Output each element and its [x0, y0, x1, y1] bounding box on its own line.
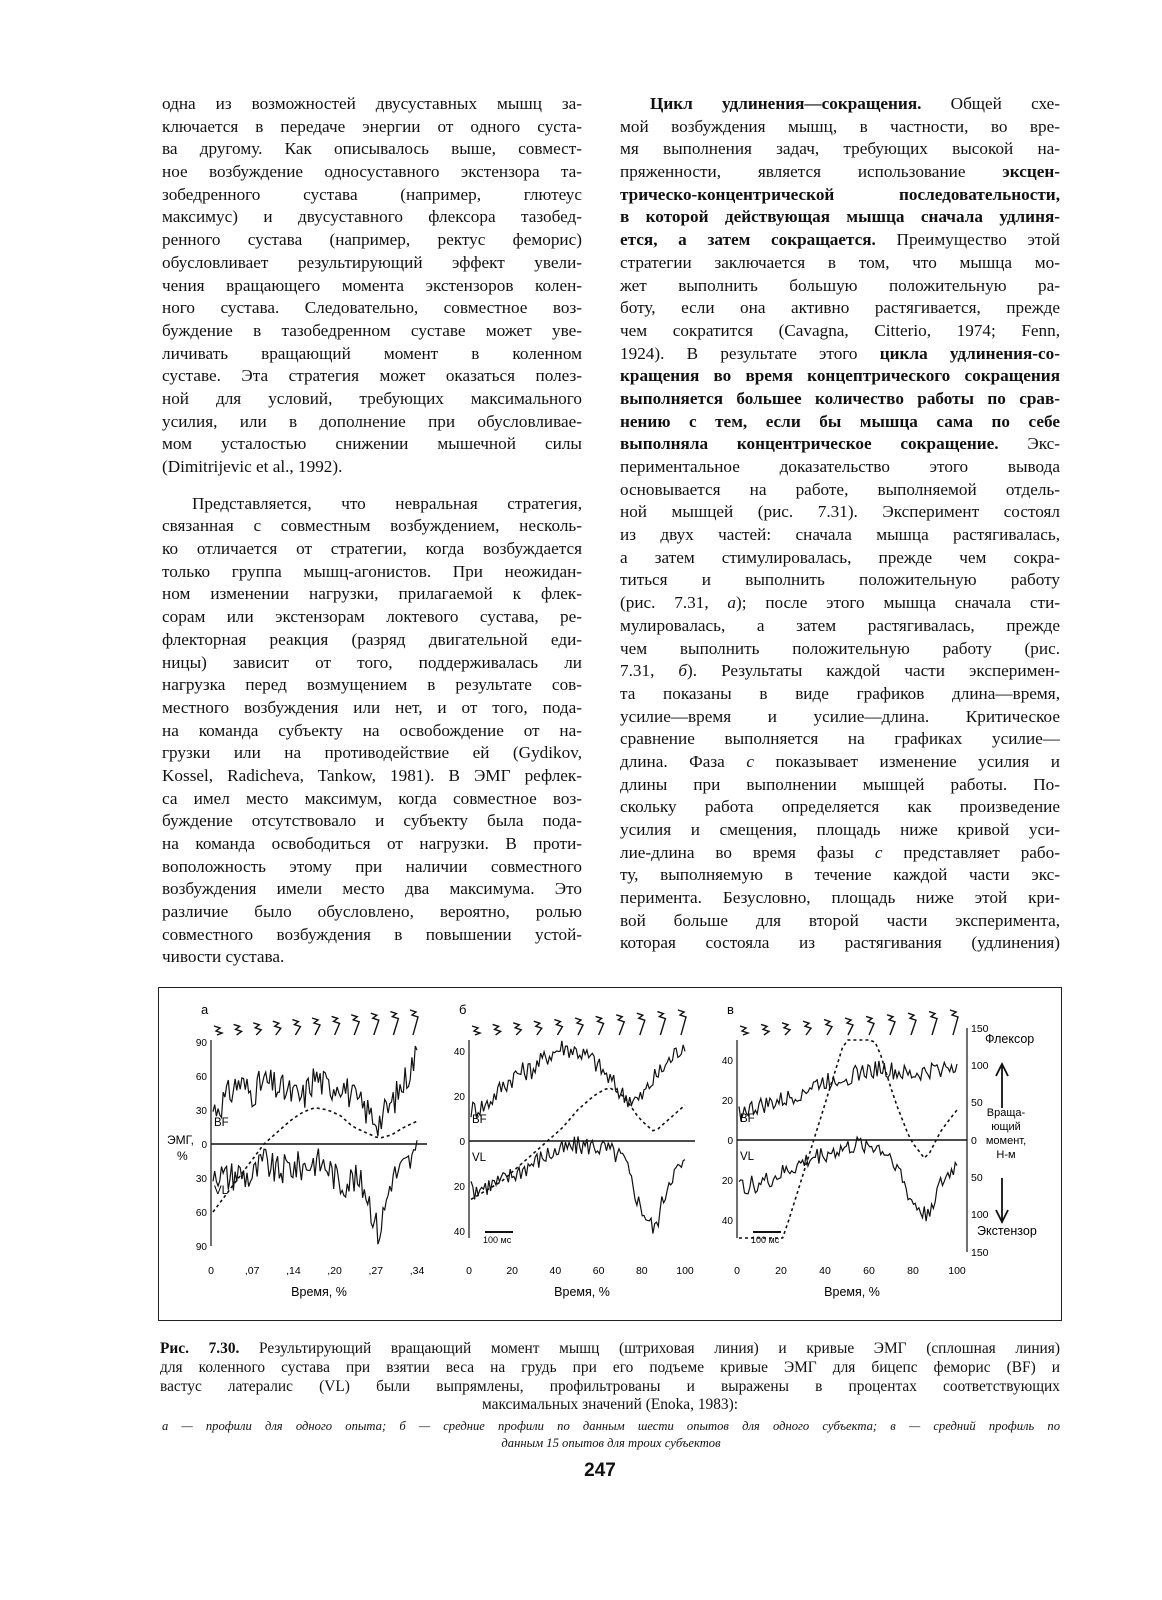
y-tick-label: 30 — [195, 1174, 207, 1185]
text-line: ного сустава. Следовательно, совместное воз- — [162, 298, 582, 318]
torque-axis-label: момент, — [985, 1135, 1027, 1147]
text-run: ется, а затем сокращается. — [620, 230, 876, 250]
y-tick-label: 60 — [195, 1208, 207, 1219]
x-tick-label: 0 — [466, 1265, 472, 1277]
right-tick-label: 150 — [971, 1247, 989, 1259]
text-line: Kossel, Radicheva, Tankow, 1981). В ЭМГ рефлек- — [162, 765, 582, 785]
text-line: только группа мышц-агонистов. При неожидан- — [162, 561, 582, 581]
text-run: (рис. 7.31, — [620, 593, 728, 613]
series-label-vl: VL — [472, 1152, 487, 1164]
text-run: периментальное доказательство этого вывода — [620, 457, 1060, 476]
torque-axis-label: Н-м — [996, 1149, 1016, 1161]
text-line — [620, 229, 1060, 252]
y-tick-label: 30 — [195, 1106, 207, 1117]
emg-chart-figure — [159, 988, 1061, 1320]
text-line — [620, 365, 1060, 388]
emg-line-vl — [471, 1136, 685, 1233]
stimulus-mark — [534, 1021, 542, 1035]
text-line: усилия, или в дополнение при обусловливае- — [162, 411, 582, 431]
x-tick-label: 60 — [863, 1265, 875, 1277]
text-line — [620, 479, 1060, 502]
text-line — [620, 887, 1060, 910]
y-tick-label: 40 — [721, 1216, 733, 1227]
text-run: длины при выполнении мышцей работы. По- — [620, 774, 1060, 794]
x-tick-label: 60 — [592, 1265, 605, 1277]
text-run: Преимущество этой — [875, 230, 1060, 250]
text-line — [620, 819, 1060, 842]
text-line — [620, 252, 1060, 275]
scale-bar-label: 100 мс — [751, 1235, 780, 1245]
series-label-vl: VL — [214, 1185, 229, 1197]
text-line — [620, 615, 1060, 638]
text-line — [620, 774, 1060, 797]
text-line — [620, 275, 1060, 298]
text-line — [160, 1340, 1060, 1359]
text-run: сравнение выполняется на графиках усилие— — [620, 729, 1060, 749]
text-line — [620, 206, 1060, 229]
text-line: ключается в передаче энергии от одного суста- — [162, 116, 582, 136]
text-line: са имел место максимум, когда совместное воз- — [162, 788, 582, 808]
text-line: на команда освободиться от нагрузки. В проти- — [162, 834, 582, 853]
x-tick-label: 40 — [819, 1265, 831, 1277]
text-run: выполняется большее количество работы по срав- — [620, 388, 1060, 408]
stimulus-mark — [845, 1018, 853, 1035]
text-line — [620, 388, 1060, 411]
text-line — [620, 547, 1060, 570]
text-line: возбуждения имели место два максимума. Это — [162, 879, 582, 899]
text-run: перимента. Безусловно, площадь ниже этой кри- — [620, 888, 1060, 908]
arrow-down-icon — [996, 1178, 1008, 1222]
right-text-column — [620, 93, 1060, 955]
text-line — [620, 728, 1060, 751]
y-tick-label: 90 — [195, 1242, 207, 1253]
text-line: Представляется, что невральная стратегия, — [192, 493, 582, 513]
text-run: из двух частей: сначала мышца растягивалась, — [620, 525, 1060, 545]
right-tick-label: 50 — [971, 1172, 983, 1184]
text-line: грузки или на противодействие ей (Gydikov, — [162, 743, 582, 763]
text-run: чем сократится (Cavagna, Citterio, 1974; Fenn, — [620, 320, 1060, 340]
text-run: мулировалась, а затем растягивалась, прежде — [620, 615, 1060, 635]
text-line — [620, 411, 1060, 434]
text-line — [620, 456, 1060, 479]
text-run: ной мышцей (рис. 7.31). Эксперимент состоял — [620, 502, 1060, 522]
arrow-up-icon — [996, 1064, 1008, 1108]
text-line — [620, 932, 1060, 955]
text-run: трическо-концентрической последовательности, — [620, 184, 1060, 204]
text-line: (Dimitrijevic et al., 1992). — [162, 457, 343, 476]
text-run: Общей схе- — [921, 94, 1061, 113]
emg-axis-unit: % — [177, 1149, 188, 1163]
x-tick-label: ,07 — [244, 1265, 260, 1277]
text-run: лие-длина во время фазы — [620, 842, 875, 862]
stimulus-mark — [887, 1015, 895, 1035]
text-line — [620, 683, 1060, 706]
text-line — [162, 1418, 1060, 1435]
text-run: б — [678, 661, 688, 681]
text-line: ренного сустава (например, ректус феморис) — [162, 230, 582, 250]
figure-7-30 — [158, 987, 1062, 1321]
text-line: мом усталостью снижении мышечной силы — [162, 434, 582, 454]
y-tick-label: 40 — [453, 1226, 465, 1238]
torque-dashed-line — [213, 1108, 417, 1212]
text-line: максимус) и двусуставного флексора тазобед- — [162, 207, 582, 227]
text-line: чения вращающего момента экстензоров колен- — [162, 275, 582, 295]
y-tick-label: 20 — [453, 1092, 465, 1104]
text-run: Рис. 7.30. — [160, 1340, 240, 1357]
text-line: буждение отсутствовало и субъекту была пода- — [162, 811, 582, 831]
text-run: а затем стимулировалась, прежде чем сокра- — [620, 547, 1060, 567]
stimulus-mark — [637, 1013, 645, 1035]
series-label-bf: BF — [472, 1114, 487, 1126]
panel-2 — [454, 1002, 695, 1299]
text-line: зобедренного сустава (например, глютеус — [162, 184, 582, 204]
stimulus-mark — [332, 1016, 340, 1035]
y-tick-label: 20 — [453, 1181, 465, 1193]
text-line — [620, 184, 1060, 207]
text-line — [620, 93, 1060, 116]
text-line: ной для условий, требующих максимального — [162, 388, 582, 408]
text-line: ва другому. Как описывалось выше, совмест- — [162, 139, 582, 159]
x-tick-label: 80 — [635, 1265, 648, 1277]
text-run: Результирующий вращающий момент мышц (штриховая линия) и кривые ЭМГ (сплошная линия) — [239, 1340, 1060, 1357]
text-run: вастус латералис (VL) были выпрямлены, профильтрованы и выражены в процентах соответствующих — [160, 1377, 1060, 1395]
text-run: нению с тем, если бы мышца сама по себе — [620, 411, 1060, 431]
text-line: различие было обусловлено, вероятно, ролью — [162, 902, 582, 922]
stimulus-mark — [554, 1020, 562, 1035]
text-line: ном изменении нагрузки, прилагаемой к флек- — [162, 584, 582, 604]
stimulus-mark — [824, 1020, 832, 1035]
text-run: цикла удлинения-со- — [879, 343, 1060, 363]
right-tick-label: 0 — [971, 1135, 977, 1147]
panel-label: б — [459, 1002, 467, 1017]
text-run: с — [746, 751, 754, 771]
stimulus-mark — [371, 1013, 379, 1035]
text-line: ницы) зависит от того, поддерживалась ли — [162, 652, 582, 672]
x-axis-label: Время, % — [291, 1285, 347, 1299]
emg-axis-label: ЭМГ, — [167, 1133, 194, 1147]
stimulus-mark — [253, 1023, 261, 1035]
stimulus-mark — [513, 1023, 521, 1035]
text-run: для коленного сустава при взятии веса на грудь при его подъеме кривые ЭМГ для бицепс феморис (BF) и — [160, 1358, 1060, 1376]
panel-label: а — [201, 1002, 209, 1017]
right-tick-label: 100 — [971, 1060, 989, 1072]
stimulus-mark — [234, 1024, 242, 1035]
figure-caption-subnote — [162, 1418, 1060, 1452]
panel-3 — [722, 1002, 967, 1299]
text-line: личивать вращающий момент в коленном — [162, 343, 582, 363]
text-line: на команда субъекту на освобождение от на- — [162, 720, 582, 740]
text-run: ту, выполняемую в течение каждой части экс- — [620, 865, 1060, 885]
text-line — [620, 501, 1060, 524]
text-line: буждение в тазобедренном суставе может уве- — [162, 320, 582, 340]
right-tick-label: 50 — [971, 1097, 983, 1109]
text-line — [620, 138, 1060, 161]
text-line — [620, 569, 1060, 592]
text-line: сорам или экстензорам локтевого сустава, ре- — [162, 607, 582, 627]
stimulus-mark — [929, 1012, 937, 1035]
text-run: мой возбуждения мышц, в частности, во вре- — [620, 116, 1060, 136]
text-run: выполняла концентрическое сокращение. — [620, 434, 999, 454]
torque-dashed-line — [471, 1088, 685, 1199]
paragraph-gap — [162, 479, 582, 493]
stimulus-mark — [390, 1012, 398, 1035]
extensor-label: Экстензор — [977, 1224, 1037, 1238]
text-line — [620, 796, 1060, 819]
text-run: боту, если она активно растягивается, прежде — [620, 298, 1060, 318]
stimulus-mark — [782, 1023, 790, 1035]
text-line — [160, 1359, 1060, 1378]
x-tick-label: ,27 — [368, 1265, 384, 1277]
text-run: 1924). В результате этого — [620, 343, 880, 363]
y-tick-label: 20 — [721, 1176, 733, 1187]
x-tick-label: 0 — [208, 1265, 214, 1277]
x-tick-label: 100 — [676, 1265, 694, 1277]
text-line — [620, 706, 1060, 729]
y-tick-label: 0 — [201, 1140, 207, 1151]
x-tick-label: 0 — [734, 1265, 740, 1277]
scale-bar-label: 100 мс — [483, 1235, 512, 1245]
text-line — [160, 1378, 1060, 1397]
text-run: — профили для одного опыта; — [168, 1419, 400, 1433]
text-run: с — [874, 842, 883, 862]
stimulus-mark — [493, 1024, 501, 1035]
stimulus-mark — [472, 1026, 480, 1035]
emg-line-bf — [213, 1046, 417, 1136]
text-line — [620, 660, 1060, 683]
flexor-label: Флексор — [985, 1032, 1035, 1046]
text-run: данным 15 опытов для троих субъектов — [501, 1436, 721, 1450]
text-run: а — [162, 1419, 169, 1433]
y-tick-label: 20 — [721, 1096, 733, 1107]
text-run: чем выполнить положительную работу (рис. — [620, 638, 1060, 658]
text-line — [620, 842, 1060, 865]
stimulus-mark — [575, 1018, 583, 1035]
panel-label: в — [727, 1002, 734, 1017]
text-line — [620, 343, 1060, 366]
text-run: Цикл удлинения—сокращения. — [650, 94, 922, 113]
stimulus-mark — [657, 1012, 665, 1035]
x-tick-label: 20 — [775, 1265, 787, 1277]
x-tick-label: ,34 — [409, 1265, 425, 1277]
text-run: которая состояла из растягивания (удлинения) — [620, 933, 1060, 953]
text-line: связанная с совместным возбуждением, несколь- — [162, 516, 582, 536]
stimulus-mark — [273, 1021, 281, 1035]
text-line: воположность этому при наличии совместного — [162, 856, 582, 876]
text-line: совместного возбуждения в повышении устой- — [162, 924, 582, 944]
text-run: пряженности, является использование — [620, 162, 1003, 182]
text-run: ). Результаты каждой части эксперимен- — [687, 661, 1060, 681]
right-tick-label: 100 — [971, 1209, 989, 1221]
text-line: чивости сустава. — [162, 947, 285, 967]
text-run: жет выполнить большую положительную ра- — [620, 275, 1060, 295]
text-line — [620, 864, 1060, 887]
text-run: скольку работа определяется как произведение — [620, 797, 1060, 817]
text-run: основывается на работе, выполняемой отдель- — [620, 479, 1060, 499]
text-line — [620, 910, 1060, 933]
text-run: б — [399, 1419, 406, 1433]
text-line — [620, 751, 1060, 774]
series-label-bf: BF — [740, 1113, 755, 1125]
text-run: эксцен- — [1002, 162, 1060, 182]
torque-axis-label: ющий — [991, 1121, 1021, 1133]
text-line — [162, 1435, 1060, 1452]
emg-line-bf — [471, 1041, 685, 1117]
text-run: — средний профиль по — [895, 1419, 1060, 1433]
text-run: — средние профили по данным шести опытов для одного субъекта; — [405, 1419, 891, 1433]
text-line — [160, 1396, 1060, 1415]
stimulus-mark — [312, 1018, 320, 1035]
stimulus-mark — [950, 1010, 958, 1035]
text-line — [620, 592, 1060, 615]
text-run: усилие—время и усилие—длина. Критическое — [620, 706, 1060, 726]
stimulus-mark — [292, 1020, 300, 1035]
text-line — [620, 320, 1060, 343]
text-line — [620, 638, 1060, 661]
x-tick-label: 100 — [948, 1265, 966, 1277]
y-tick-label: 90 — [195, 1038, 207, 1049]
series-label-vl: VL — [740, 1151, 755, 1163]
page-number: 247 — [584, 1460, 616, 1481]
text-run: титься и выполнить положительную работу — [620, 570, 1060, 590]
panel-1 — [196, 1002, 427, 1299]
text-line: местного возбуждения или нет, и от того, пода- — [162, 697, 582, 717]
text-run: длина. Фаза — [620, 751, 747, 771]
text-run: показывает изменение усилия и — [753, 751, 1060, 771]
text-line — [620, 161, 1060, 184]
stimulus-mark — [678, 1010, 686, 1035]
text-line: нагрузка перед возмущением в результате сов- — [162, 675, 582, 695]
text-run: усилия и смещения, площадь ниже кривой уси- — [620, 820, 1060, 839]
x-tick-label: 40 — [549, 1265, 562, 1277]
text-run: представляет рабо- — [882, 842, 1060, 862]
text-run: 7.31, — [620, 661, 679, 681]
emg-line-vl — [213, 1140, 417, 1244]
text-run: стратегии заключается в том, что мышца мо- — [620, 252, 1060, 272]
text-run: ); после этого мышца сначала сти- — [736, 593, 1060, 613]
stimulus-mark — [596, 1016, 604, 1035]
figure-caption — [160, 1340, 1060, 1415]
text-run: в которой действующая мышца сначала удлиня- — [620, 207, 1060, 227]
x-tick-label: 80 — [907, 1265, 919, 1277]
stimulus-mark — [803, 1021, 811, 1035]
emg-line-bf — [739, 1061, 957, 1120]
text-run: вой больше для второй части эксперимента, — [620, 910, 1060, 930]
y-tick-label: 40 — [721, 1056, 733, 1067]
stimulus-mark — [214, 1026, 222, 1035]
text-line: ко отличается от стратегии, когда возбуждается — [162, 539, 582, 559]
text-line: ное возбуждение односуставного экстензора та- — [162, 162, 582, 182]
stimulus-mark — [740, 1026, 748, 1035]
text-line: флекторная реакция (разряд двигательной еди- — [162, 629, 582, 649]
stimulus-mark — [761, 1024, 769, 1035]
left-text-column — [162, 93, 582, 969]
y-tick-label: 40 — [453, 1047, 465, 1059]
x-tick-label: 20 — [506, 1265, 519, 1277]
stimulus-mark — [616, 1015, 624, 1035]
stimulus-mark — [866, 1016, 874, 1035]
text-line — [620, 297, 1060, 320]
y-tick-label: 0 — [459, 1137, 465, 1148]
x-axis-label: Время, % — [554, 1285, 610, 1299]
text-run: мя выполнения задач, требующих высокой на- — [620, 139, 1060, 159]
text-run: Экс- — [998, 434, 1060, 454]
x-axis-label: Время, % — [824, 1285, 880, 1299]
x-tick-label: ,20 — [327, 1265, 342, 1277]
right-tick-label: 150 — [971, 1023, 989, 1035]
emg-line-vl — [739, 1137, 957, 1221]
stimulus-mark — [908, 1013, 916, 1035]
stimulus-mark — [410, 1010, 418, 1035]
text-line — [620, 433, 1060, 456]
text-run: максимальных значений (Enoka, 1983): — [481, 1396, 739, 1414]
text-line: обусловливает результирующий эффект увели- — [162, 252, 582, 272]
text-line: одна из возможностей двусуставных мышц за- — [162, 94, 582, 113]
text-run: а — [727, 593, 737, 613]
y-tick-label: 0 — [727, 1136, 733, 1147]
torque-axis-label: Враща- — [986, 1107, 1026, 1119]
x-tick-label: ,14 — [286, 1265, 301, 1277]
text-run: та показаны в виде графиков длина—время, — [620, 683, 1060, 703]
text-run: в — [890, 1419, 896, 1433]
text-line — [620, 524, 1060, 547]
text-run: кращения во время концептрического сокращения — [620, 366, 1060, 386]
stimulus-mark — [351, 1015, 359, 1035]
y-tick-label: 60 — [195, 1072, 207, 1083]
text-line — [620, 116, 1060, 139]
series-label-bf: BF — [214, 1117, 229, 1129]
text-line: суставе. Эта стратегия может оказаться полез- — [162, 366, 582, 386]
